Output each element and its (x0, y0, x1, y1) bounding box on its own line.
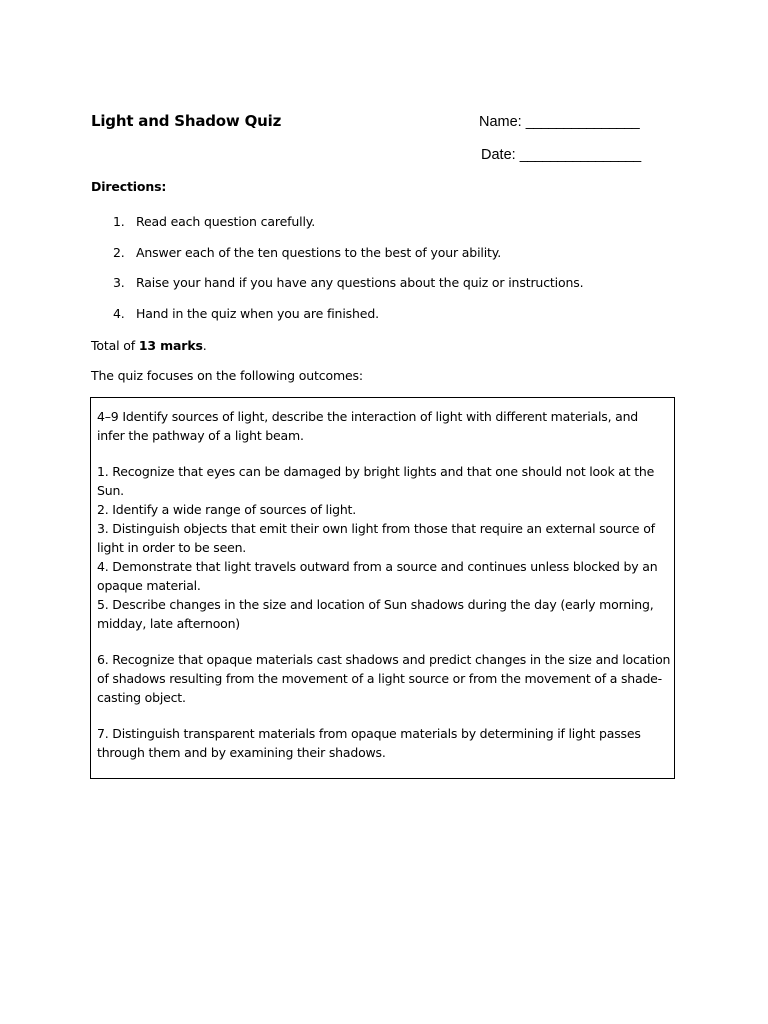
step-number: 2. (113, 244, 125, 260)
name-label: Name: (479, 114, 522, 130)
name-blank-line[interactable]: _______________ (525, 114, 640, 130)
directions-list (91, 214, 691, 336)
quiz-title: Light and Shadow Quiz (91, 112, 282, 130)
step-text: Read each question carefully. (136, 214, 316, 229)
step-number: 4. (113, 305, 125, 321)
directions-heading: Directions: (91, 179, 167, 194)
name-field[interactable] (479, 112, 639, 132)
step-text: Hand in the quiz when you are finished. (136, 305, 379, 321)
date-blank-line[interactable]: ________________ (519, 147, 641, 163)
step-number: 1. (113, 214, 125, 229)
outcome-6-line: 6. Recognize that opaque materials cast shadows and predict changes in the size and location (97, 652, 671, 667)
directions-step (91, 306, 691, 322)
paragraph-gap (97, 633, 671, 650)
outcome-4-line: 4. Demonstrate that light travels outward from a source and continues unless blocked by an (97, 559, 658, 574)
outcome-6-line: casting object. (97, 690, 186, 705)
date-field[interactable] (481, 145, 641, 165)
outcome-5-line: midday, late afternoon) (97, 616, 240, 631)
outcome-6-line: of shadows resulting from the movement of a light source or from the movement of a shade- (97, 671, 662, 686)
directions-step (91, 275, 691, 291)
outcome-1-line: Sun. (97, 483, 124, 498)
outcome-7-line: through them and by examining their shadows. (97, 745, 386, 760)
outcomes-intro-line: The quiz focuses on the following outcomes: (91, 368, 363, 383)
outcome-general-line: 4–9 Identify sources of light, describe the interaction of light with different materials, and (97, 409, 639, 424)
date-label: Date: (481, 147, 516, 163)
step-text: Raise your hand if you have any questions about the quiz or instructions. (136, 275, 584, 291)
total-suffix: . (202, 338, 207, 353)
outcome-3-line: 3. Distinguish objects that emit their own light from those that require an external source of (97, 521, 655, 536)
outcomes-box (90, 397, 675, 779)
outcome-5-line: 5. Describe changes in the size and location of Sun shadows during the day (early morning, (97, 597, 654, 612)
paragraph-gap (97, 707, 671, 724)
outcomes-text (97, 407, 671, 762)
outcome-2-line: 2. Identify a wide range of sources of light. (97, 502, 357, 517)
outcome-general-line: infer the pathway of a light beam. (97, 428, 304, 443)
outcome-1-line: 1. Recognize that eyes can be damaged by bright lights and that one should not look at the (97, 464, 655, 479)
total-marks-line (91, 338, 207, 354)
outcome-4-line: opaque material. (97, 578, 201, 593)
total-marks-value: 13 marks (138, 338, 203, 353)
directions-step (91, 214, 691, 230)
total-prefix: Total of (91, 338, 139, 353)
outcome-3-line: light in order to be seen. (97, 540, 247, 555)
directions-step (91, 245, 691, 261)
paragraph-gap (97, 445, 671, 462)
step-number: 3. (113, 275, 125, 291)
outcome-7-line: 7. Distinguish transparent materials from opaque materials by determining if light passes (97, 726, 641, 741)
step-text: Answer each of the ten questions to the best of your ability. (136, 244, 502, 260)
